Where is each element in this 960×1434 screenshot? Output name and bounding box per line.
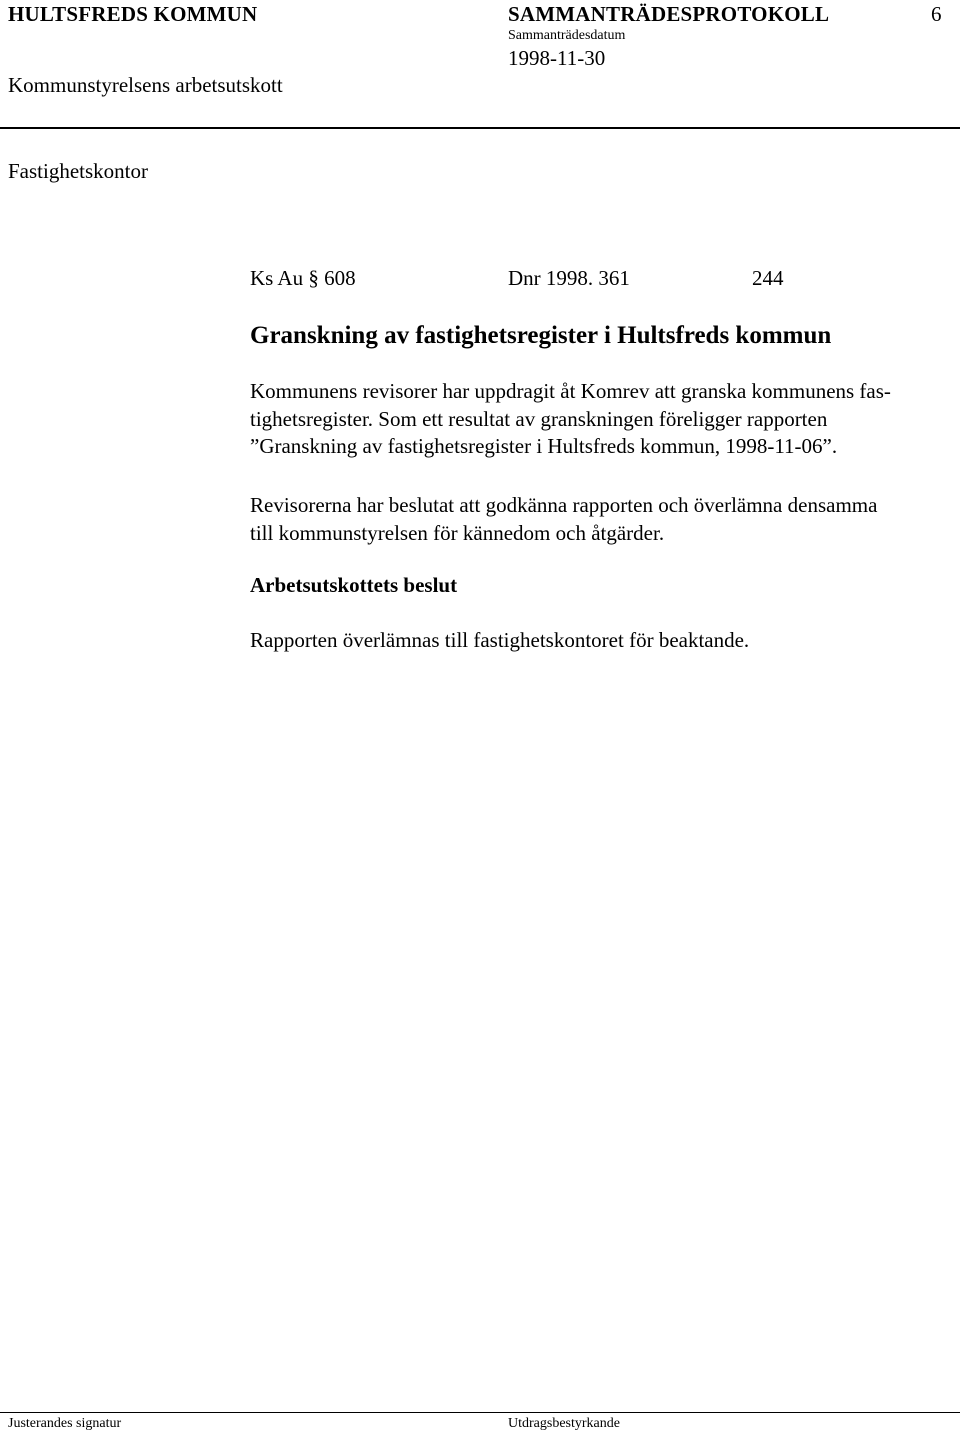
certification-label: Utdragsbestyrkande: [508, 1416, 620, 1431]
paragraph-background: [250, 378, 891, 461]
paragraph-line: ”Granskning av fastighetsregister i Hultsfreds kommun, 1998-11-06”.: [250, 434, 838, 458]
paragraph-revisors: [250, 492, 877, 547]
footer-divider: [0, 1412, 960, 1413]
document-type: SAMMANTRÄDESPROTOKOLL: [508, 2, 830, 26]
paragraph-line: Kommunens revisorer har uppdragit åt Komrev att granska kommunens fas-: [250, 379, 891, 403]
organization-name: HULTSFREDS KOMMUN: [8, 2, 258, 26]
item-title: Granskning av fastighetsregister i Hultsfreds kommun: [250, 322, 832, 349]
signature-label: Justerandes signatur: [8, 1416, 122, 1431]
paragraph-line: till kommunstyrelsen för kännedom och åtgärder.: [250, 520, 665, 545]
section-reference: Ks Au § 608: [250, 266, 356, 290]
recipient: Fastighetskontor: [8, 159, 148, 183]
decision-heading: Arbetsutskottets beslut: [250, 573, 458, 597]
paragraph-line: tighetsregister. Som ett resultat av granskningen föreligger rapporten: [250, 406, 828, 431]
meeting-date: 1998-11-30: [508, 46, 606, 70]
committee-name: Kommunstyrelsens arbetsutskott: [8, 73, 283, 97]
decision-text: Rapporten överlämnas till fastighetskontoret för beaktande.: [250, 628, 750, 652]
item-number: 244: [752, 266, 784, 290]
meeting-date-label: Sammanträdesdatum: [508, 28, 626, 43]
paragraph-line: Revisorerna har beslutat att godkänna rapporten och överlämna densamma: [250, 493, 878, 517]
page-number: 6: [931, 2, 942, 26]
header-divider: [0, 127, 960, 129]
diary-number: Dnr 1998. 361: [508, 266, 630, 290]
